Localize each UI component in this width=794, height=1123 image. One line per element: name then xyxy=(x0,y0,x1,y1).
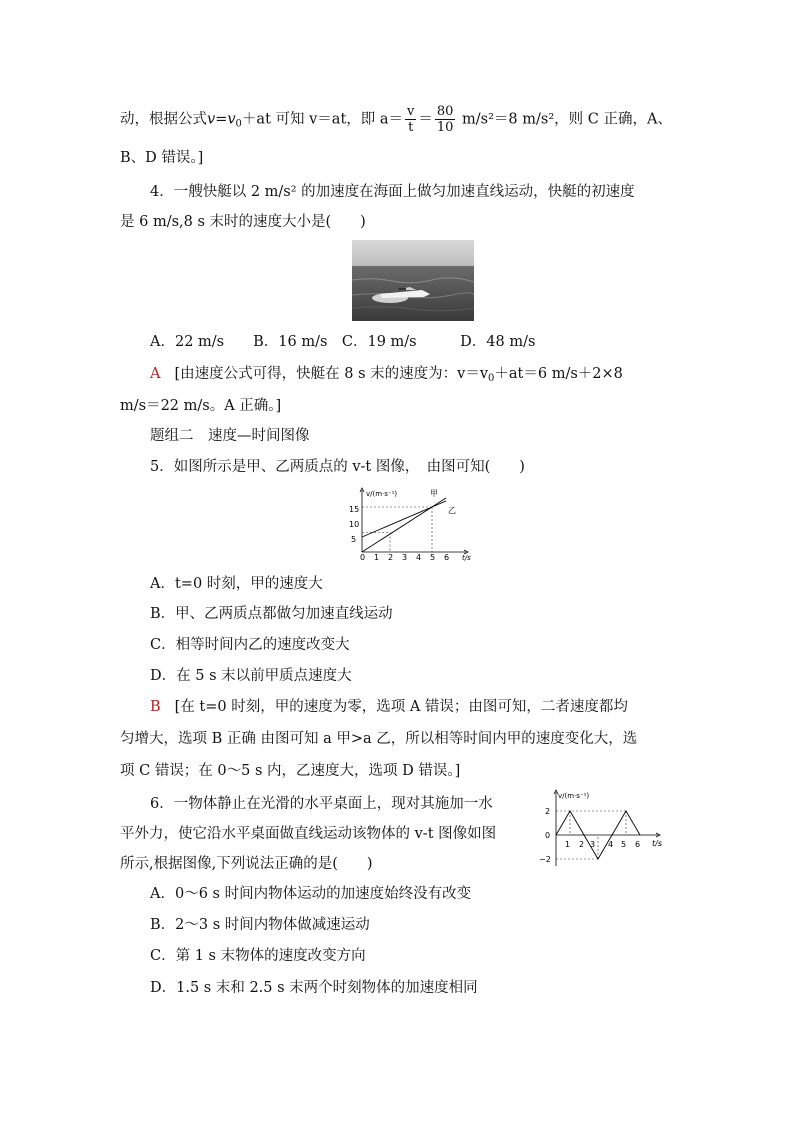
q6-option-a: A．0～6 s 时间内物体运动的加速度始终没有改变 xyxy=(150,886,472,902)
q5-answer-text: [在 t=0 时刻，甲的速度为零，选项 A 错误；由图可知，二者速度都均 xyxy=(174,699,628,715)
q4-answer-line2: m/s＝22 m/s。A 正确。] xyxy=(120,398,282,414)
q5-answer-letter: B xyxy=(150,699,161,715)
q6-option-d: D．1.5 s 末和 2.5 s 末两个时刻物体的加速度相同 xyxy=(150,980,478,996)
q4-options: A．22 m/s B．16 m/s C．19 m/s D．48 m/s xyxy=(150,334,536,350)
subscript-0: 0 xyxy=(235,118,242,130)
q5-option-b: B．甲、乙两质点都做匀加速直线运动 xyxy=(150,606,393,622)
graph2-ytick-2: 2 xyxy=(545,807,551,816)
graph2-xtick-2: 2 xyxy=(579,840,585,849)
graph2-ytick-neg2: −2 xyxy=(539,855,551,864)
q4-answer-letter: A xyxy=(150,366,161,382)
graph1-label-jia: 甲 xyxy=(430,489,438,498)
prev-answer-text: 动，根据公式 xyxy=(120,111,207,128)
graph2-xtick-6: 6 xyxy=(635,840,641,849)
q4-answer-line1 xyxy=(150,364,623,389)
graph1-xtick-5: 5 xyxy=(430,553,436,562)
q4-answer-text: [由速度公式可得，快艇在 8 s 末的速度为：v＝v xyxy=(174,366,489,382)
prev-answer-line2: B、D 错误。] xyxy=(120,150,204,166)
q5-stem: 5．如图所示是甲、乙两质点的 v-t 图像， 由图可知( ) xyxy=(150,459,525,475)
q5-answer-line3: 项 C 错误；在 0～5 s 内，乙速度大，选项 D 错误。] xyxy=(120,763,461,779)
prev-answer-line1 xyxy=(120,104,672,135)
graph2-series xyxy=(554,790,660,866)
graph1-ytick-10: 10 xyxy=(349,520,360,529)
vt-graph-q6 xyxy=(536,788,676,872)
formula-v: v=v xyxy=(207,111,236,128)
q5-answer-line1 xyxy=(150,697,628,717)
q6-stem-line3: 所示,根据图像,下列说法正确的是( ) xyxy=(120,856,373,872)
graph1-label-yi: 乙 xyxy=(448,506,456,515)
equals: ＝ xyxy=(418,111,433,128)
q6-stem-line2: 平外力，使它沿水平桌面做直线运动该物体的 v-t 图像如图 xyxy=(120,826,497,842)
graph1-xlabel: t/s xyxy=(462,554,471,562)
q5-option-c: C．相等时间内乙的速度改变大 xyxy=(150,637,350,653)
subscript-0: 0 xyxy=(488,373,495,384)
graph2-ytick-0: 0 xyxy=(545,831,551,840)
graph1-xtick-3: 3 xyxy=(402,553,408,562)
speedboat-photo xyxy=(352,240,474,321)
q4-stem-line1: 4．一艘快艇以 2 m/s² 的加速度在海面上做匀加速直线运动，快艇的初速度 xyxy=(150,184,635,200)
q5-answer-line2: 匀增大，选项 B 正确 由图可知 a 甲>a 乙，所以相等时间内甲的速度变化大，选 xyxy=(120,731,638,747)
fraction-v-over-t xyxy=(405,104,416,135)
formula-rest: ＋at 可知 v＝at，即 a＝ xyxy=(241,111,404,128)
graph1-xtick-2: 2 xyxy=(388,553,394,562)
graph1-xtick-6: 6 xyxy=(444,553,450,562)
q6-option-c: C．第 1 s 末物体的速度改变方向 xyxy=(150,948,366,964)
fraction-80-over-10 xyxy=(435,104,456,135)
formula-tail: m/s²＝8 m/s²，则 C 正确，A、 xyxy=(457,111,672,128)
graph2-xtick-3: 3 xyxy=(590,840,596,849)
section-heading: 题组二 速度—时间图像 xyxy=(150,428,310,444)
graph1-ylabel: v/(m·s⁻¹) xyxy=(366,490,398,498)
q5-option-a: A．t=0 时刻，甲的速度大 xyxy=(150,576,323,592)
graph1-xtick-1: 1 xyxy=(374,553,380,562)
q4-stem-line2: 是 6 m/s,8 s 末时的速度大小是( ) xyxy=(120,214,366,230)
q5-option-d: D．在 5 s 末以前甲质点速度大 xyxy=(150,668,352,684)
graph1-series-yi xyxy=(362,501,446,537)
frac-num: 80 xyxy=(436,104,454,119)
frac-num: v xyxy=(407,104,415,119)
q6-stem-line1: 6．一物体静止在光滑的水平桌面上，现对其施加一水 xyxy=(150,796,493,812)
graph1-xtick-4: 4 xyxy=(416,553,422,562)
graph2-xtick-5: 5 xyxy=(621,840,627,849)
graph2-ylabel: v/(m·s⁻¹) xyxy=(558,792,590,800)
graph1-xtick-0: 0 xyxy=(360,553,366,562)
q6-option-b: B．2～3 s 时间内物体做减速运动 xyxy=(150,917,370,933)
graph1-ytick-15: 15 xyxy=(349,505,360,514)
frac-den: t xyxy=(408,120,414,135)
graph2-xtick-1: 1 xyxy=(565,840,571,849)
q4-answer-tail: ＋at＝6 m/s＋2×8 xyxy=(494,366,623,382)
graph1-ytick-5: 5 xyxy=(351,535,357,544)
frac-den: 10 xyxy=(436,120,454,135)
graph2-xtick-4: 4 xyxy=(608,840,614,849)
graph2-xlabel: t/s xyxy=(652,839,662,848)
vt-graph-q5 xyxy=(348,486,478,566)
